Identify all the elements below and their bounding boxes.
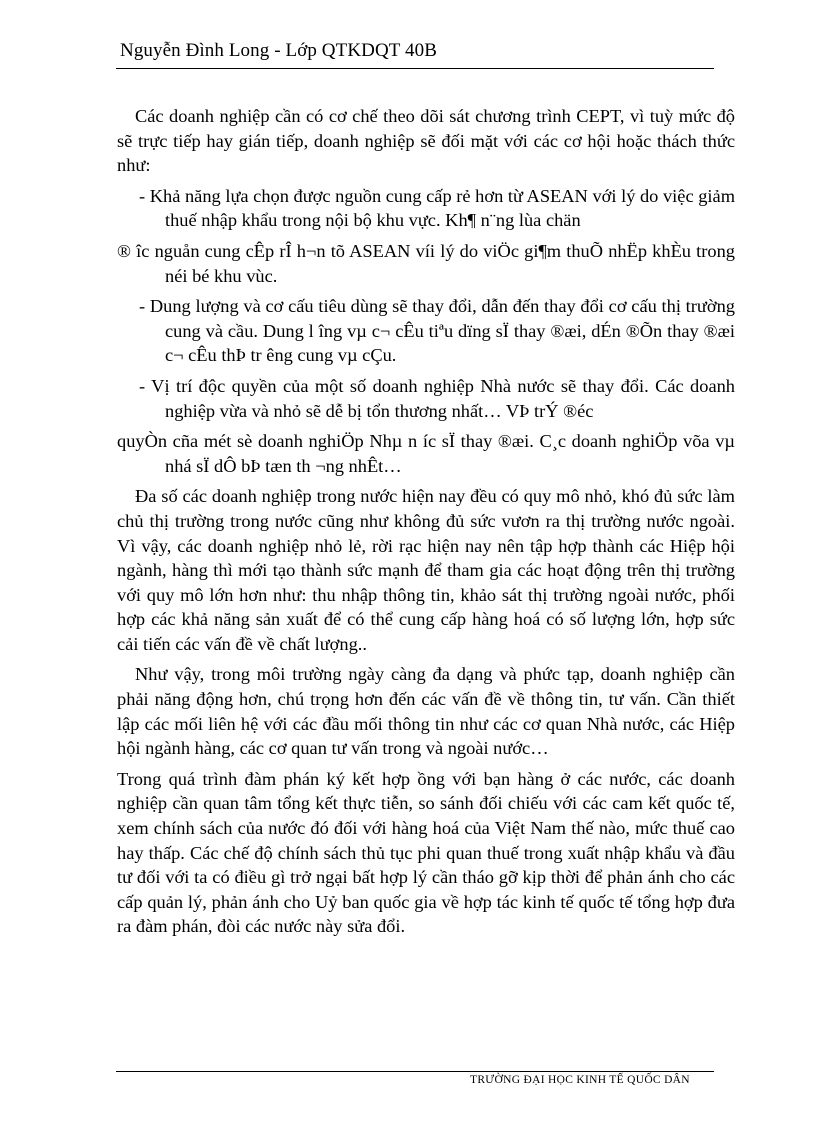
paragraph-negotiation: Trong quá trình đàm phán ký kết hợp ồng với bạn hàng ở các nước, các doanh nghiệp cần quan tâm tổng kết thực tiễn, so sánh đối chiếu với các cam kết quốc tế, xem chính sách của nước đó đối với hàng hoá của Việt Nam thế nào, mức thuế cao hay thấp. Các chế độ chính sách thủ tục phi quan thuế trong xuất nhập khẩu và đầu tư đối với ta có điều gì trở ngại bất hợp lý cần tháo gỡ kịp thời để phản ánh cho các cấp quản lý, phản ánh cho Uỷ ban quốc gia về hợp tác kinh tế quốc tế tổng hợp đưa ra đàm phán, đòi các nước này sửa đổi. — [117, 768, 735, 937]
paragraph-small-enterprises: Đa số các doanh nghiệp trong nước hiện nay đều có quy mô nhỏ, khó đủ sức làm chủ thị trường trong nước cũng như không đủ sức vươn ra thị trường nước ngoài. Vì vậy, các doanh nghiệp nhỏ lẻ, rời rạc hiện nay nên tập hợp thành các Hiệp hội ngành, hàng thì mới tạo thành sức mạnh để tham gia các hoạt động trên thị trường với quy mô lớn hơn như: thu nhập thông tin, khảo sát thị trường ngoài nước, phối hợp các khả năng sản xuất để có thể cung cấp hàng hoá có số lượng lớn, hợp sức cải tiến các vấn đề về chất lượng.. — [117, 486, 735, 654]
page-header-title: Nguyễn Đình Long - Lớp QTKDQT 40B — [120, 40, 437, 61]
bullet-supply-source: - Khả năng lựa chọn được nguồn cung cấp rẻ hơn từ ASEAN với lý do việc giảm thuế nhập khẩu trong nội bộ khu vực. Kh¶ n¨ng lùa chän — [139, 185, 735, 231]
paragraph-information: Như vậy, trong môi trường ngày càng đa dạng và phức tạp, doanh nghiệp cần phải năng động hơn, chú trọng hơn đến các vấn đề về thông tin, tư vấn. Cần thiết lập các mối liên hệ với các đầu mối thông tin như các cơ quan Nhà nước, các Hiệp hội ngành hàng, các cơ quan tư vấn trong và ngoài nước… — [117, 664, 735, 759]
garbled-text-2: quyÒn cña mét sè doanh nghiÖp Nhµ n íc sÏ thay ®æi. C¸c doanh nghiÖp võa vµ nhá sÏ dÔ bÞ tæn th ¬ng nhÊt… — [117, 431, 735, 476]
header-rule — [116, 68, 714, 69]
garbled-text-1: ® îc nguån cung cÊp rÎ h¬n tõ ASEAN víi lý do viÖc gi¶m thuÕ nhËp khÈu trong néi bé khu vùc. — [117, 240, 735, 286]
paragraph-cept: Các doanh nghiệp cần có cơ chế theo dõi sát chương trình CEPT, vì tuỳ mức độ sẽ trực tiếp hay gián tiếp, doanh nghiệp sẽ đối mặt với các cơ hội hoặc thách thức như: — [117, 106, 735, 176]
bullet-consumption: - Dung lượng và cơ cấu tiêu dùng sẽ thay đổi, dẫn đến thay đổi cơ cấu thị trường cung và cầu. Dung l îng vµ c¬ cÊu tiªu dïng sÏ thay ®æi, dÉn ®Õn thay ®æi c¬ cÊu thÞ tr êng cung vµ cÇu. — [139, 296, 735, 366]
page-body — [117, 104, 735, 945]
footer-rule — [116, 1071, 714, 1072]
page-footer-text: TRƯỜNG ĐẠI HỌC KINH TẾ QUỐC DÂN — [470, 1074, 690, 1086]
bullet-monopoly: - Vị trí độc quyền của một số doanh nghiệp Nhà nước sẽ thay đổi. Các doanh nghiệp vừa và nhỏ sẽ dễ bị tổn thương nhất… VÞ trÝ ®éc — [139, 375, 735, 421]
